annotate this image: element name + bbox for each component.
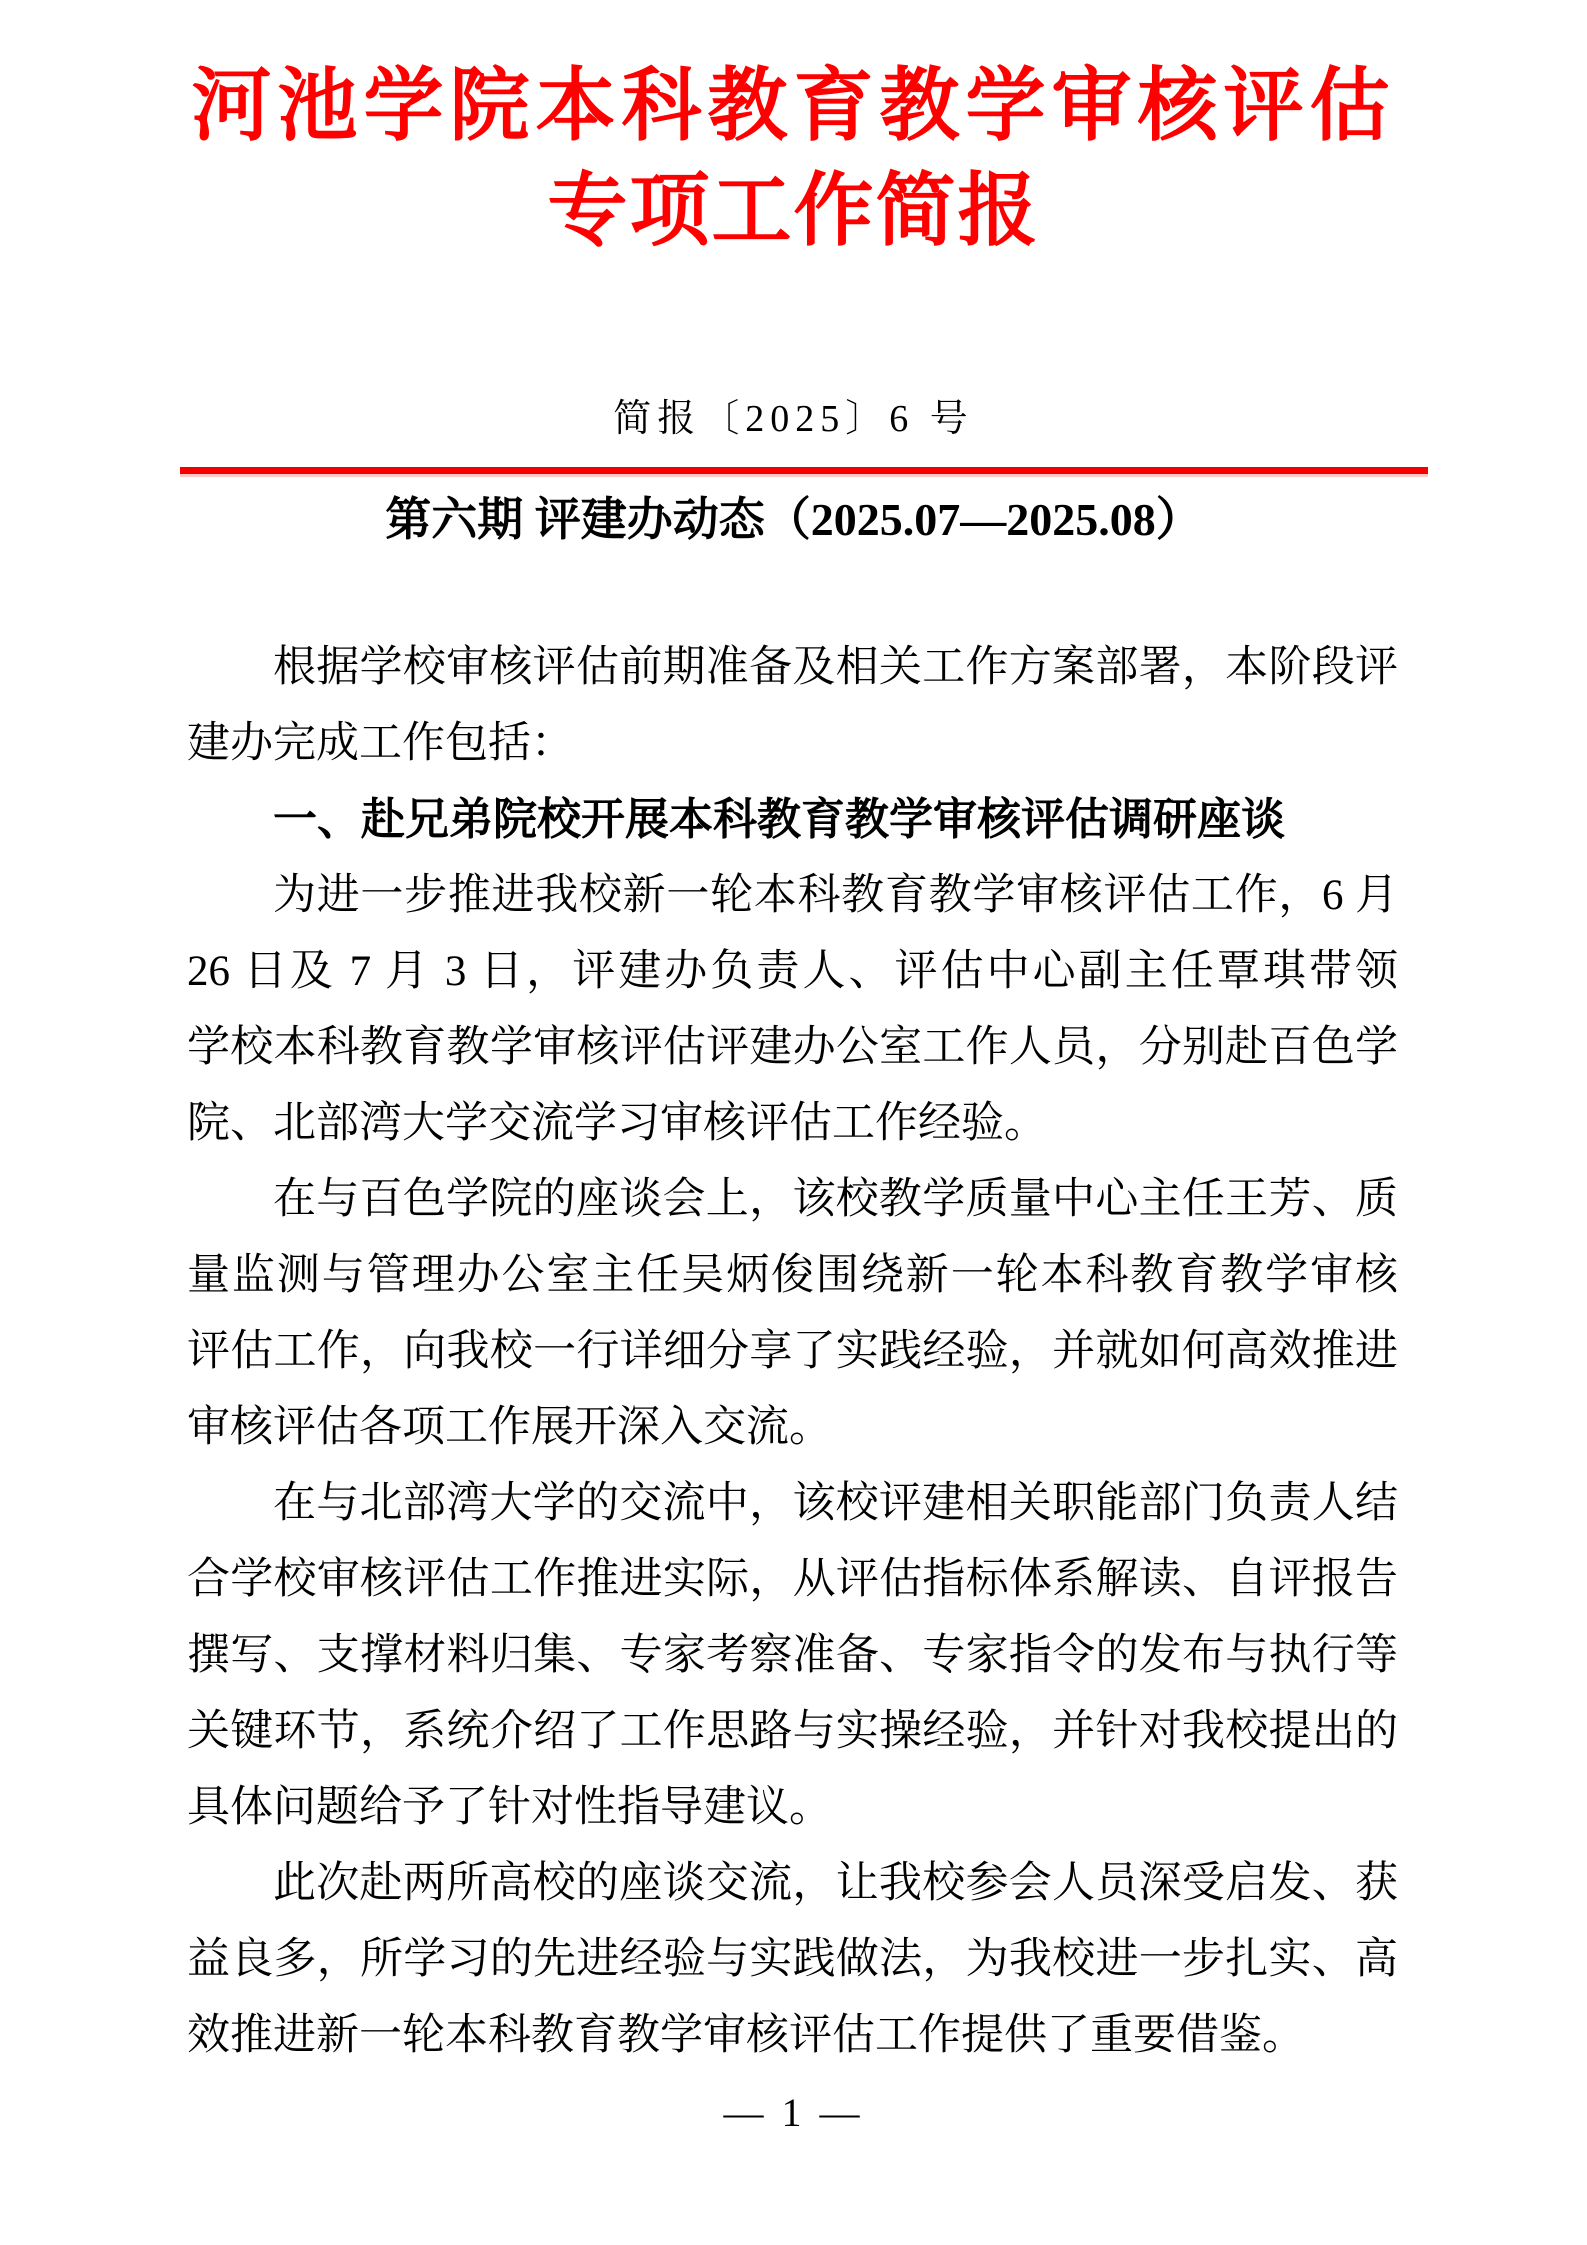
body-line: 合学校审核评估工作推进实际，从评估指标体系解读、自评报告 [187, 1556, 1398, 1603]
paragraph-baise [187, 1162, 1398, 1466]
section-heading: 一、赴兄弟院校开展本科教育教学审核评估调研座谈 [273, 795, 1285, 844]
body-line: 学校本科教育教学审核评估评建办公室工作人员，分别赴百色学 [187, 1024, 1398, 1071]
document-title-line-1: 河池学院本科教育教学审核评估 [191, 63, 1396, 151]
body-line: 益良多，所学习的先进经验与实践做法，为我校进一步扎实、高 [187, 1936, 1398, 1983]
paragraph-intro [187, 630, 1398, 782]
body-line: 在与北部湾大学的交流中，该校评建相关职能部门负责人结 [273, 1480, 1398, 1527]
body-line: 审核评估各项工作展开深入交流。 [187, 1404, 832, 1451]
issue-headline: 第六期 评建办动态（2025.07—2025.08） [385, 494, 1202, 545]
body-line: 院、北部湾大学交流学习审核评估工作经验。 [187, 1100, 1047, 1147]
paragraph-visits [187, 858, 1398, 1162]
body-line: 效推进新一轮本科教育教学审核评估工作提供了重要借鉴。 [187, 2012, 1305, 2059]
masthead [0, 0, 1587, 549]
body-line: 量监测与管理办公室主任吴炳俊围绕新一轮本科教育教学审核 [187, 1252, 1398, 1299]
body-line: 建办完成工作包括： [187, 720, 574, 767]
section-heading-1 [187, 782, 1398, 858]
document-body [187, 630, 1398, 2074]
paragraph-summary [187, 1846, 1398, 2074]
issue-number: 简报〔2025〕6 号 [613, 398, 974, 440]
body-line: 在与百色学院的座谈会上，该校教学质量中心主任王芳、质 [273, 1176, 1398, 1223]
paragraph-beibuwan [187, 1466, 1398, 1846]
page-number: — 1 — [723, 2090, 864, 2135]
body-line: 此次赴两所高校的座谈交流，让我校参会人员深受启发、获 [273, 1860, 1398, 1907]
body-line: 评估工作，向我校一行详细分享了实践经验，并就如何高效推进 [187, 1328, 1398, 1375]
red-divider-line [180, 467, 1428, 474]
body-line: 为进一步推进我校新一轮本科教育教学审核评估工作，6 月 [273, 872, 1398, 919]
body-line: 26 日及 7 月 3 日，评建办负责人、评估中心副主任覃琪带领 [187, 948, 1398, 995]
document-title-line-2: 专项工作简报 [547, 168, 1040, 256]
body-line: 具体问题给予了针对性指导建议。 [187, 1784, 832, 1831]
body-line: 撰写、支撑材料归集、专家考察准备、专家指令的发布与执行等 [187, 1632, 1398, 1679]
body-line: 关键环节，系统介绍了工作思路与实操经验，并针对我校提出的 [187, 1708, 1398, 1755]
body-line: 根据学校审核评估前期准备及相关工作方案部署，本阶段评 [273, 644, 1398, 691]
